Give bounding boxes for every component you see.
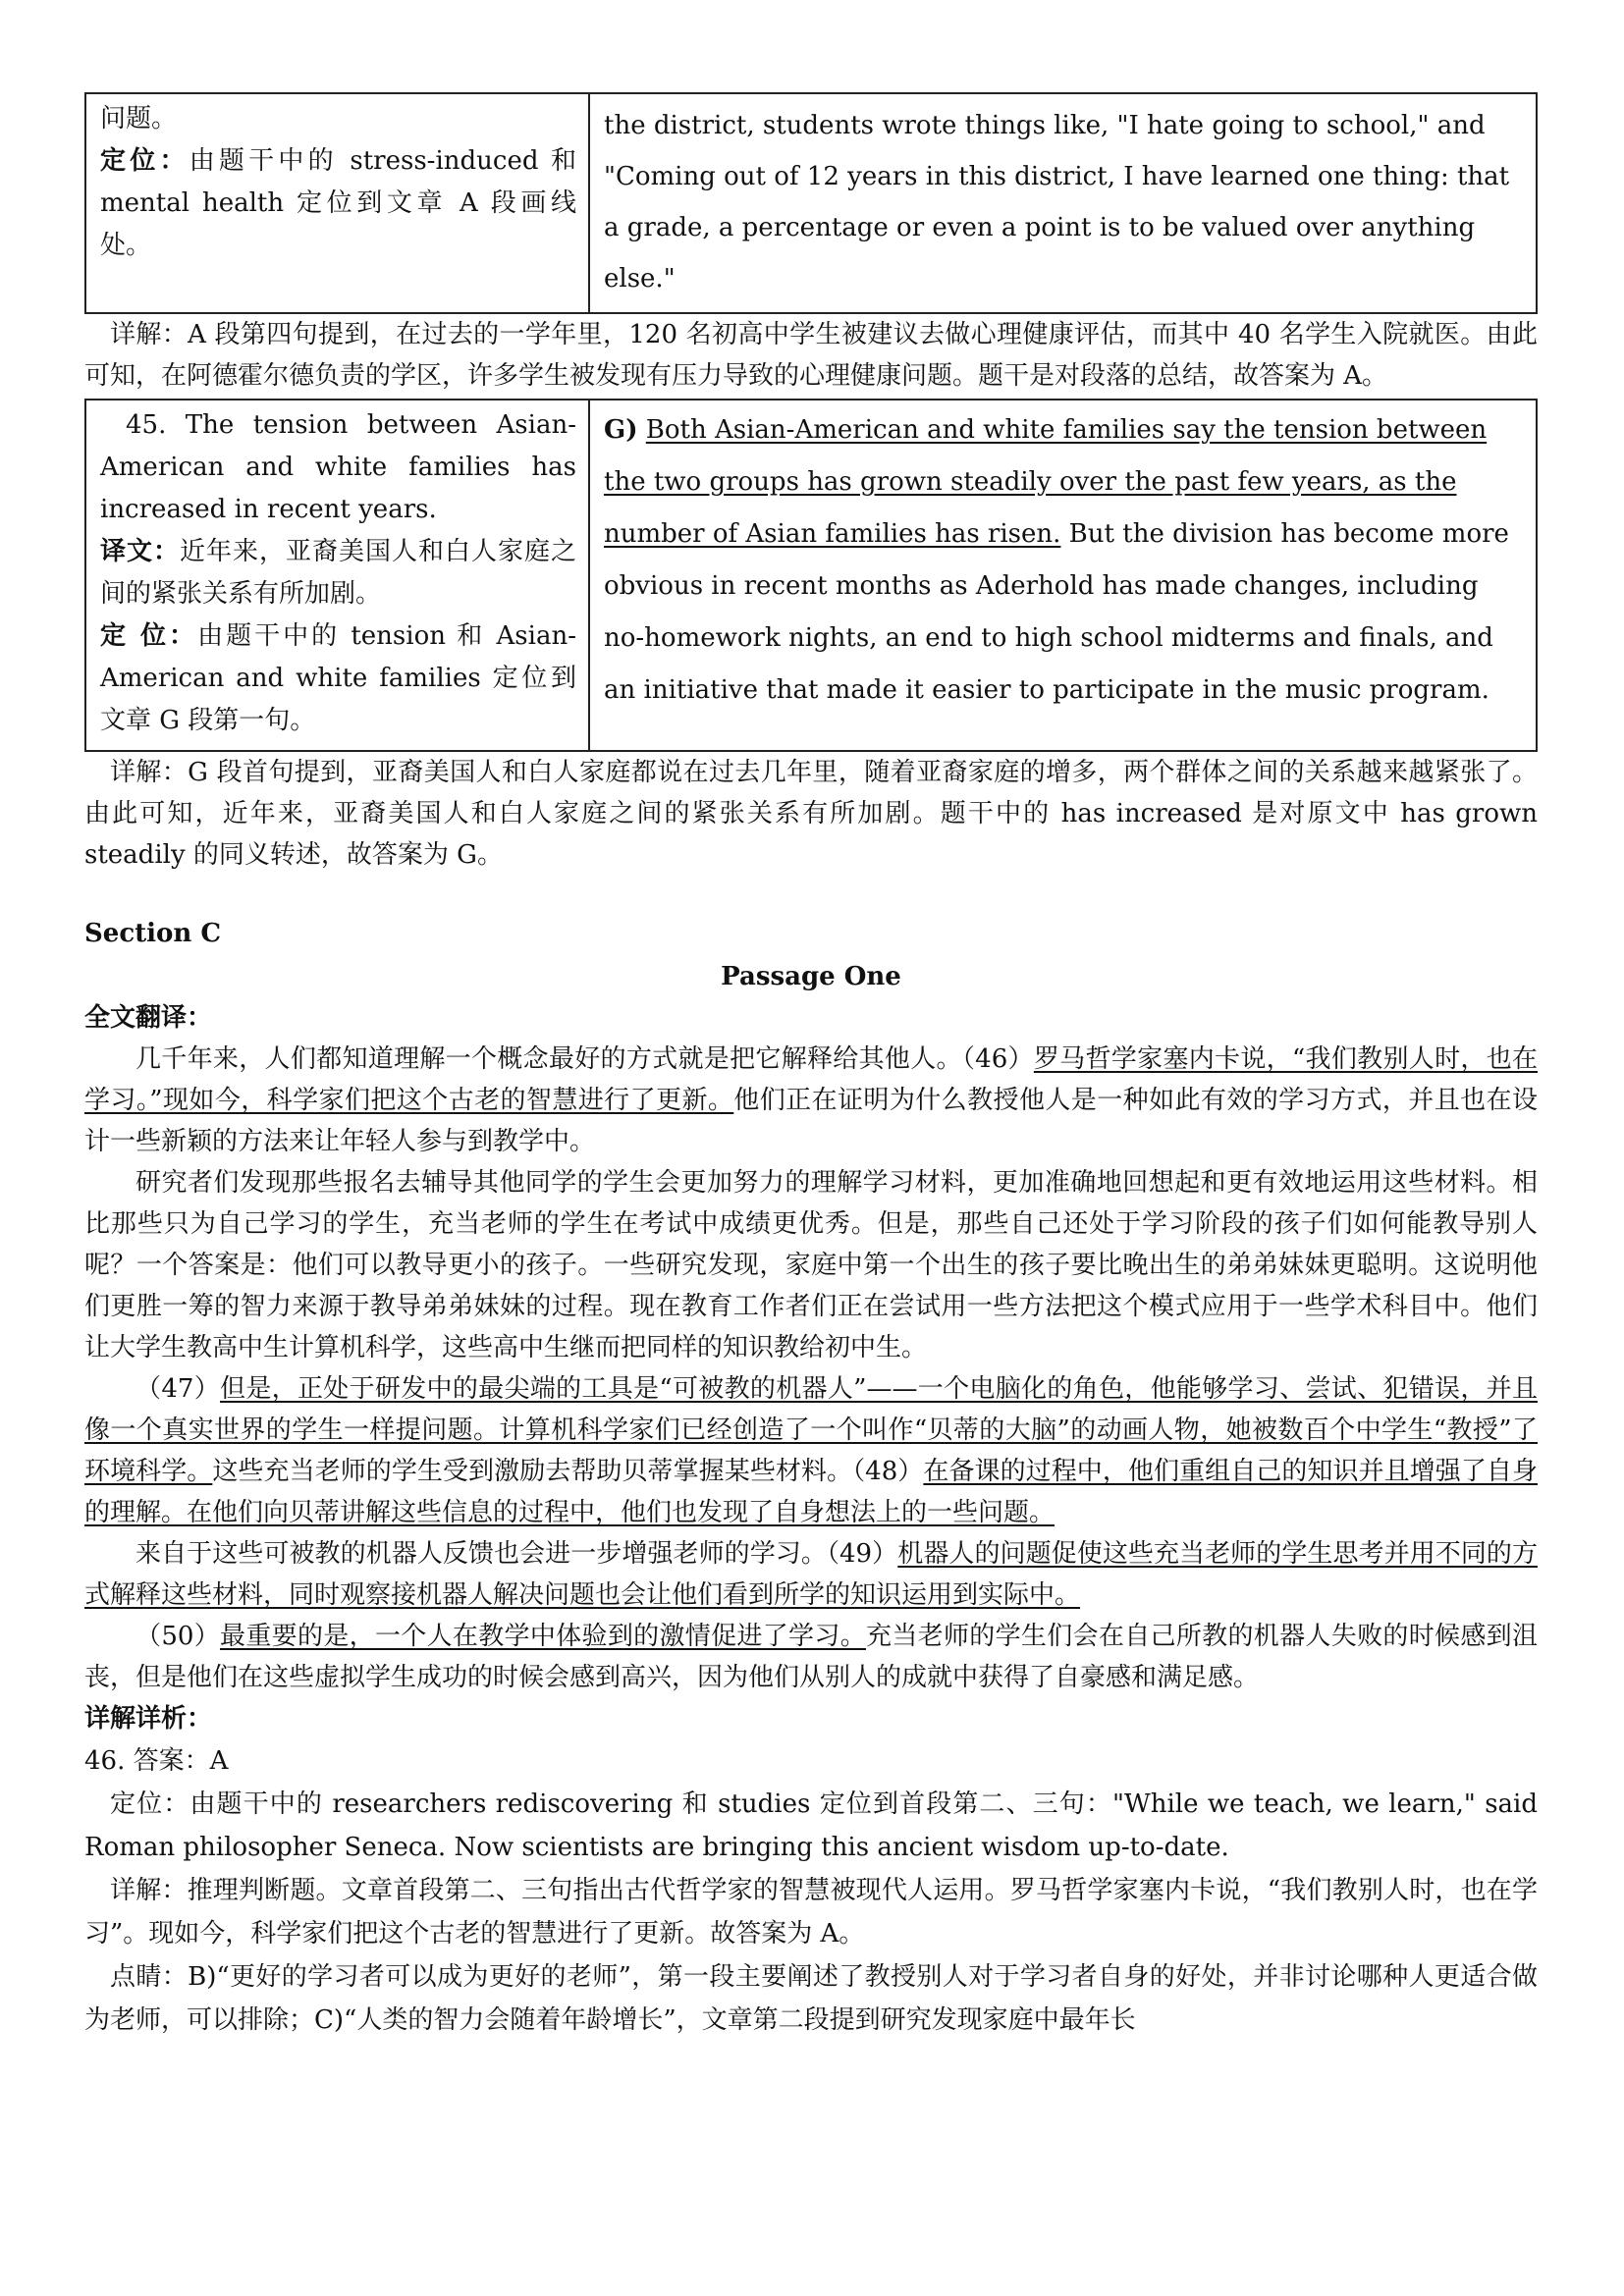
para4-underlined: 机器人的问题促使这些充当老师的学生思考并用不同的方式解释这些材料，同时观察接机器人解决问题也会让他们看到所学的知识运用到实际中。: [84, 1539, 1538, 1610]
para1-rest: 他们正在证明为什么教授他人是一种如此有效的学习方式，并且也在设计一些新颖的方法来让年轻人参与到教学中。: [84, 1086, 1538, 1156]
para4-lead: 来自于这些可被教的机器人反馈也会进一步增强老师的学习。（49）: [135, 1539, 898, 1569]
locate-label: 定 位：: [100, 621, 198, 651]
locate-label: 定位：: [100, 146, 189, 176]
translation-paragraph-5: [84, 1616, 1538, 1698]
para3-underlined-1: 但是，正处于研发中的最尖端的工具是“可被教的机器人”——一个电脑化的角色，他能够学习、尝试、犯错误，并且像一个真实世界的学生一样提问题。计算机科学家们已经创造了一个叫作“贝蒂的大脑”的动画人物，她被数百个中学生“教授”了环境科学。: [84, 1374, 1538, 1486]
passage-excerpt-g: [589, 400, 1537, 751]
passage-excerpt-a-text: the district, students wrote things like, "I hate going to school," and "Coming out of 12 years in this district, I have learned one thing: that a grade, a percentage or even a point is to be valued over anything else.": [604, 111, 1510, 294]
underlined-sentence: Both Asian-American and white families say the tension between the two groups has grown steadily over the past few years, as the number of Asian families has risen.: [604, 415, 1488, 549]
paragraph-label-g: G): [604, 415, 638, 445]
translation-paragraph-2: 研究者们发现那些报名去辅导其他同学的学生会更加努力的理解学习材料，更加准确地回想起和更有效地运用这些材料。相比那些只为自己学习的学生，充当老师的学生在考试中成绩更优秀。但是，那些自己还处于学习阶段的孩子们如何能教导别人呢？一个答案是：他们可以教导更小的孩子。一些研究发现，家庭中第一个出生的孩子要比晚出生的弟弟妹妹更聪明。这说明他们更胜一筹的智力来源于教导弟弟妹妹的过程。现在教育工作者们正在尝试用一些方法把这个模式应用于一些学术科目中。他们让大学生教高中生计算机科学，这些高中生继而把同样的知识教给初中生。: [84, 1168, 1538, 1362]
question-45-text: 45. The tension between Asian-American and white families has increased in recent years.: [100, 410, 576, 524]
question-44-table: [84, 92, 1538, 314]
para1-lead: 几千年来，人们都知道理解一个概念最好的方式就是把它解释给其他人。（46）: [135, 1044, 1034, 1074]
question-44-cell: [85, 93, 589, 313]
para3-middle: 这些充当老师的学生受到激励去帮助贝蒂掌握某些材料。（48）: [212, 1457, 924, 1486]
para1-underlined: 罗马哲学家塞内卡说，“我们教别人时，也在学习。”现如今，科学家们把这个古老的智慧进行了更新。: [84, 1044, 1538, 1115]
explanation-45: 详解：G 段首句提到，亚裔美国人和白人家庭都说在过去几年里，随着亚裔家庭的增多，两个群体之间的关系越来越紧张了。由此可知，近年来，亚裔美国人和白人家庭之间的紧张关系有所加剧。题干中的 has increased 是对原文中 has grown steadily 的同义转述，故答案为 G。: [84, 758, 1538, 870]
para3-underlined-2: 在备课的过程中，他们重组自己的知识并且增强了自身的理解。在他们向贝蒂讲解这些信息的过程中，他们也发现了自身想法上的一些问题。: [84, 1457, 1538, 1527]
translation-text: 近年来，亚裔美国人和白人家庭之间的紧张关系有所加剧。: [100, 537, 576, 609]
question-45-table: [84, 399, 1538, 752]
para5-underlined: 最重要的是，一个人在教学中体验到的激情促进了学习。: [220, 1622, 867, 1651]
analysis-heading: 详解详析：: [84, 1704, 213, 1734]
para3-lead: （47）: [135, 1374, 221, 1404]
translation-label: 译文：: [100, 537, 180, 566]
explanation-44: 详解：A 段第四句提到，在过去的一学年里，120 名初高中学生被建议去做心理健康评估，而其中 40 名学生入院就医。由此可知，在阿德霍尔德负责的学区，许多学生被发现有压力导致的心理健康问题。题干是对段落的总结，故答案为 A。: [84, 320, 1538, 391]
question-44-tail: 问题。: [100, 104, 178, 133]
q46-tip: 点睛：B)“更好的学习者可以成为更好的老师”，第一段主要阐述了教授别人对于学习者自身的好处，并非讨论哪种人更适合做为老师，可以排除；C)“人类的智力会随着年龄增长”，文章第二段提到研究发现家庭中最年长: [84, 1962, 1538, 2035]
q46-locate: 定位：由题干中的 researchers rediscovering 和 studies 定位到首段第二、三句："While we teach, we learn," said Roman philosopher Seneca. Now scientists are bringing this ancient wisdom up-to-date.: [84, 1789, 1538, 1862]
excerpt-rest: But the division has become more obvious in recent months as Aderhold has made changes, including no-homework nights, an end to high school midterms and finals, and an initiative that made it easier to participate in the music program.: [604, 519, 1509, 705]
document-page: [84, 92, 1538, 2042]
question-45-cell: [85, 400, 589, 751]
passage-excerpt-a: [589, 93, 1537, 313]
q46-answer: 46. 答案：A: [84, 1746, 229, 1776]
locate-text: 由题干中的 tension 和 Asian-American and white families 定位到文章 G 段第一句。: [100, 621, 576, 735]
locate-text: 由题干中的 stress-induced 和 mental health 定位到文章 A 段画线处。: [100, 146, 576, 260]
question-45-locate: [100, 615, 576, 742]
translation-heading: 全文翻译：: [84, 1003, 213, 1033]
section-title: Section C: [84, 919, 222, 948]
translation-paragraph-1: [84, 1039, 1538, 1162]
question-45-translation: [100, 531, 576, 615]
passage-title: Passage One: [721, 962, 901, 991]
translation-paragraph-3: [84, 1368, 1538, 1533]
para5-rest: 充当老师的学生们会在自己所教的机器人失败的时候感到沮丧，但是他们在这些虚拟学生成功的时候会感到高兴，因为他们从别人的成就中获得了自豪感和满足感。: [84, 1622, 1538, 1692]
question-44-locate: [100, 140, 576, 267]
q46-detail: 详解：推理判断题。文章首段第二、三句指出古代哲学家的智慧被现代人运用。罗马哲学家塞内卡说，“我们教别人时，也在学习”。现如今，科学家们把这个古老的智慧进行了更新。故答案为 A。: [84, 1876, 1538, 1949]
para5-lead: （50）: [135, 1622, 221, 1651]
translation-paragraph-4: [84, 1533, 1538, 1616]
